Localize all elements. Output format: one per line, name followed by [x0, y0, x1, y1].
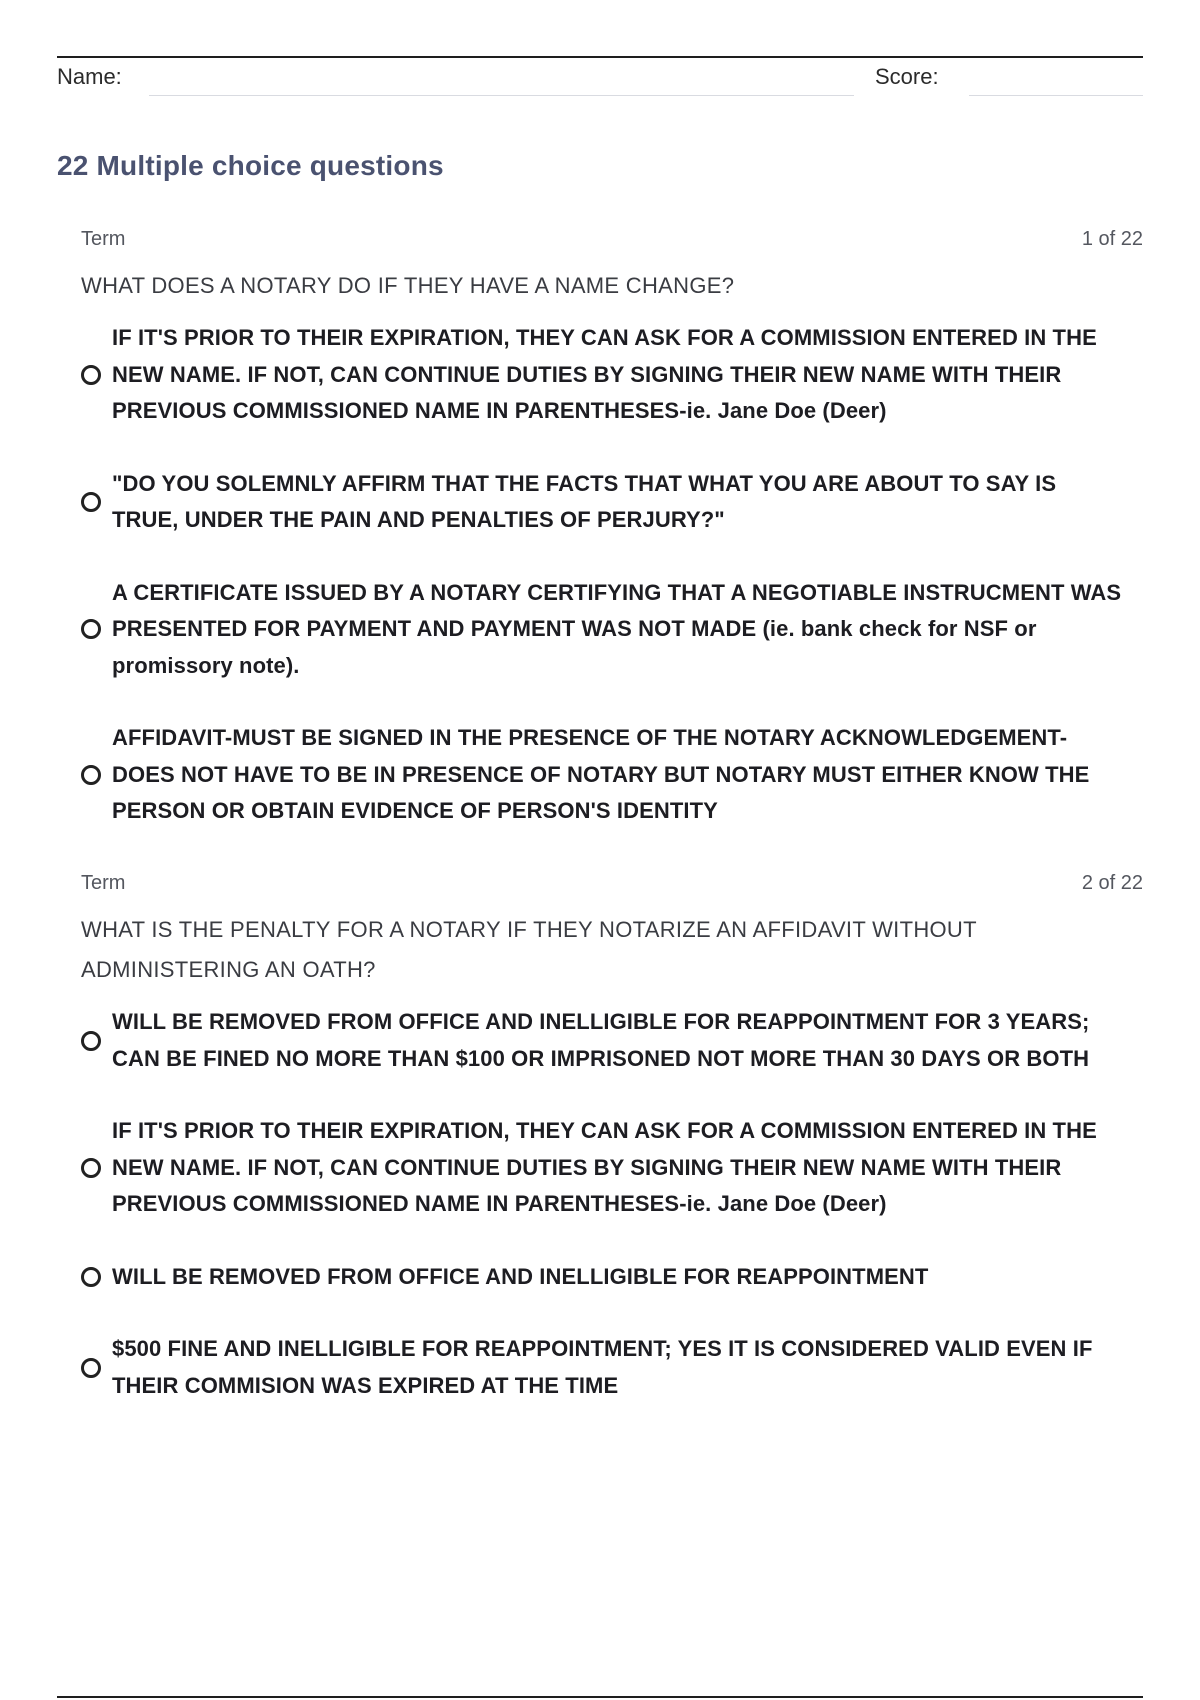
- answer-option-label: WILL BE REMOVED FROM OFFICE AND INELLIGIBLE FOR REAPPOINTMENT: [112, 1263, 929, 1289]
- top-divider: [57, 56, 1143, 58]
- radio-button[interactable]: [81, 365, 101, 385]
- answer-option-label: WILL BE REMOVED FROM OFFICE AND INELLIGIBLE FOR REAPPOINTMENT FOR 3 YEARS; CAN BE FINED NO MORE THAN $100 OR IMPRISONED NOT MORE THAN 30 DAYS OR BOTH: [112, 1009, 1090, 1071]
- radio-button[interactable]: [81, 492, 101, 512]
- answer-option-label: AFFIDAVIT-MUST BE SIGNED IN THE PRESENCE OF THE NOTARY ACKNOWLEDGEMENT-DOES NOT HAVE TO BE IN PRESENCE OF NOTARY BUT NOTARY MUST EITHER KNOW THE PERSON OR OBTAIN EVIDENCE OF PERSON'S IDENTITY: [112, 725, 1090, 823]
- answer-options: [81, 1004, 1143, 1404]
- radio-button[interactable]: [81, 1358, 101, 1378]
- answer-option[interactable]: [81, 1331, 1143, 1404]
- term-label: Term: [81, 228, 126, 250]
- answer-option[interactable]: [81, 1259, 1143, 1296]
- score-label: Score:: [875, 64, 939, 89]
- term-label: Term: [81, 872, 126, 894]
- name-field[interactable]: [149, 95, 854, 96]
- radio-button[interactable]: [81, 765, 101, 785]
- answer-option[interactable]: [81, 720, 1143, 830]
- question-text: WHAT IS THE PENALTY FOR A NOTARY IF THEY NOTARIZE AN AFFIDAVIT WITHOUT ADMINISTERING AN OATH?: [81, 917, 977, 982]
- answer-option[interactable]: [81, 466, 1143, 539]
- bottom-divider: [57, 1696, 1143, 1698]
- question-counter: 1 of 22: [1081, 228, 1143, 250]
- quiz-page: [57, 0, 1143, 1700]
- question-header: [81, 872, 1143, 900]
- answer-option[interactable]: [81, 575, 1143, 685]
- score-field[interactable]: [969, 95, 1143, 96]
- question-text: WHAT DOES A NOTARY DO IF THEY HAVE A NAME CHANGE?: [81, 273, 735, 298]
- section-title: 22 Multiple choice questions: [57, 150, 444, 181]
- question-1: [81, 228, 1143, 866]
- question-counter: 2 of 22: [1081, 872, 1143, 894]
- answer-option[interactable]: [81, 1113, 1143, 1223]
- answer-options: [81, 320, 1143, 830]
- answer-option[interactable]: [81, 1004, 1143, 1077]
- answer-option-label: "DO YOU SOLEMNLY AFFIRM THAT THE FACTS THAT WHAT YOU ARE ABOUT TO SAY IS TRUE, UNDER THE PAIN AND PENALTIES OF PERJURY?": [112, 470, 1057, 532]
- radio-button[interactable]: [81, 619, 101, 639]
- answer-option-label: IF IT'S PRIOR TO THEIR EXPIRATION, THEY CAN ASK FOR A COMMISSION ENTERED IN THE NEW NAME. IF NOT, CAN CONTINUE DUTIES BY SIGNING THEIR NEW NAME WITH THEIR PREVIOUS COMMISSIONED NAME IN PARENTHESES-ie. Jane Doe (Deer): [112, 1118, 1097, 1216]
- answer-option-label: A CERTIFICATE ISSUED BY A NOTARY CERTIFYING THAT A NEGOTIABLE INSTRUCMENT WAS PRESENTED FOR PAYMENT AND PAYMENT WAS NOT MADE (ie. bank check for NSF or promissory note).: [112, 579, 1122, 678]
- radio-button[interactable]: [81, 1031, 101, 1051]
- name-score-row: [57, 62, 1143, 98]
- answer-option-label: $500 FINE AND INELLIGIBLE FOR REAPPOINTMENT; YES IT IS CONSIDERED VALID EVEN IF THEIR COMMISION WAS EXPIRED AT THE TIME: [112, 1336, 1093, 1398]
- answer-option-label: IF IT'S PRIOR TO THEIR EXPIRATION, THEY CAN ASK FOR A COMMISSION ENTERED IN THE NEW NAME. IF NOT, CAN CONTINUE DUTIES BY SIGNING THEIR NEW NAME WITH THEIR PREVIOUS COMMISSIONED NAME IN PARENTHESES-ie. Jane Doe (Deer): [112, 325, 1097, 423]
- question-header: [81, 228, 1143, 256]
- question-2: [81, 872, 1143, 1440]
- name-label: Name:: [57, 64, 122, 89]
- answer-option[interactable]: [81, 320, 1143, 430]
- radio-button[interactable]: [81, 1267, 101, 1287]
- radio-button[interactable]: [81, 1158, 101, 1178]
